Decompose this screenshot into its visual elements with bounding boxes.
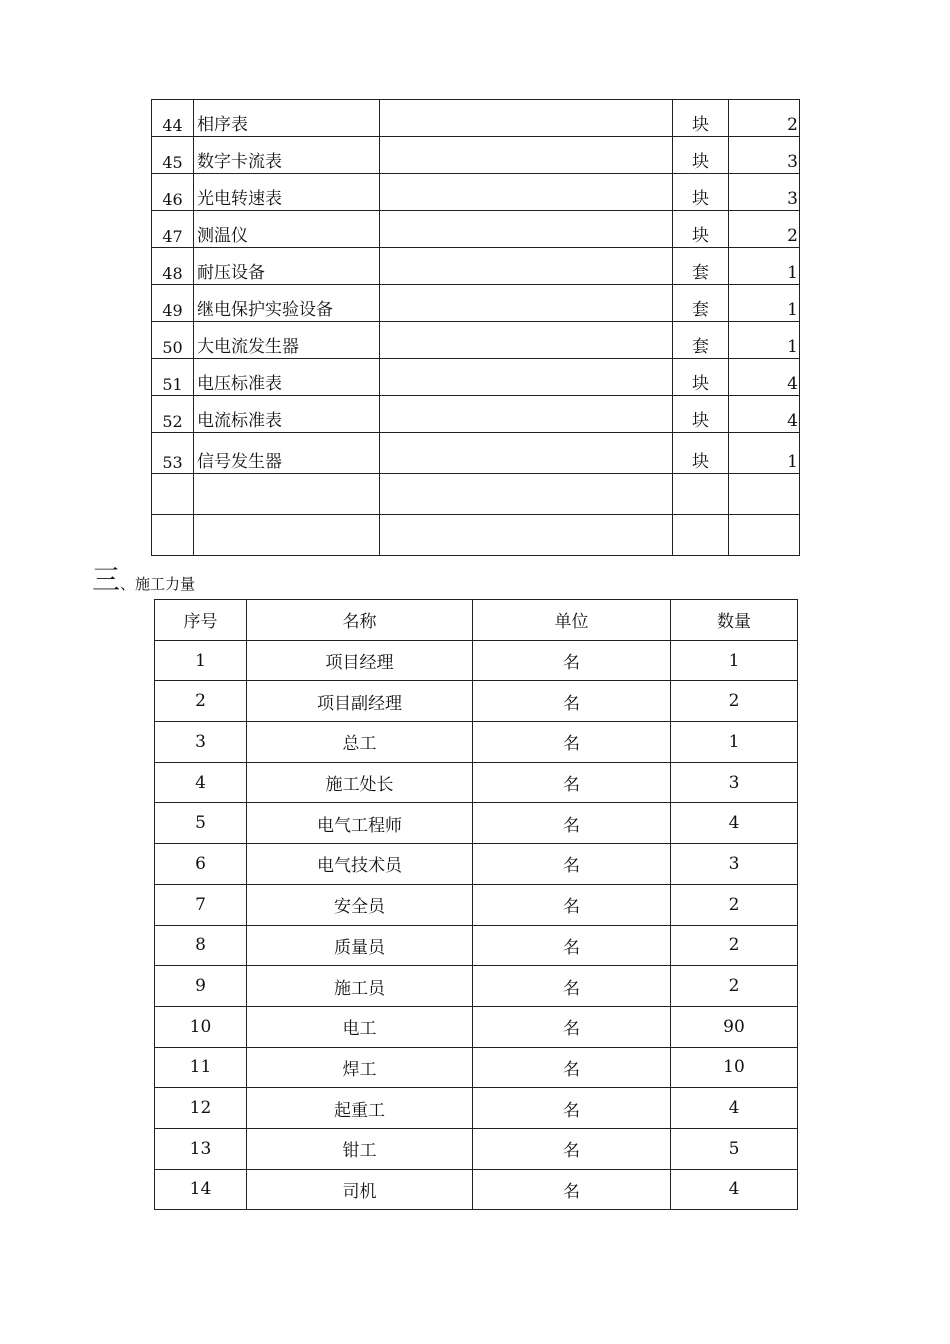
cell-quantity: 4 xyxy=(671,1169,798,1210)
section-title: 、施工力量 xyxy=(120,575,196,593)
table-row xyxy=(152,359,800,396)
cell-name: 电气工程师 xyxy=(247,803,473,844)
cell-name: 钳工 xyxy=(247,1128,473,1169)
table-row xyxy=(155,1128,798,1169)
cell-quantity: 1 xyxy=(729,322,800,359)
cell-unit: 块 xyxy=(673,211,729,248)
table-row xyxy=(152,137,800,174)
table-row xyxy=(155,1088,798,1129)
equipment-table-body xyxy=(152,100,800,556)
table-row xyxy=(155,762,798,803)
cell-name: 光电转速表 xyxy=(194,174,380,211)
cell-name: 相序表 xyxy=(194,100,380,137)
cell-number: 6 xyxy=(155,844,247,885)
table-row xyxy=(152,211,800,248)
cell-quantity: 2 xyxy=(671,966,798,1007)
cell-quantity: 3 xyxy=(671,762,798,803)
cell-number: 11 xyxy=(155,1047,247,1088)
table-row xyxy=(152,433,800,474)
cell-quantity: 4 xyxy=(671,803,798,844)
cell-number: 4 xyxy=(155,762,247,803)
cell-spec xyxy=(380,474,673,515)
cell-number: 1 xyxy=(155,640,247,681)
cell-quantity: 1 xyxy=(729,433,800,474)
cell-quantity: 4 xyxy=(729,359,800,396)
cell-unit: 块 xyxy=(673,137,729,174)
cell-quantity: 4 xyxy=(671,1088,798,1129)
cell-spec xyxy=(380,285,673,322)
cell-quantity: 2 xyxy=(671,681,798,722)
cell-number: 5 xyxy=(155,803,247,844)
cell-number: 53 xyxy=(152,433,194,474)
header-cell-no: 序号 xyxy=(155,600,247,641)
cell-unit: 名 xyxy=(473,844,671,885)
cell-unit: 块 xyxy=(673,396,729,433)
cell-quantity: 1 xyxy=(671,722,798,763)
cell-unit: 块 xyxy=(673,359,729,396)
cell-quantity: 2 xyxy=(729,211,800,248)
table-row xyxy=(155,1169,798,1210)
cell-unit: 名 xyxy=(473,966,671,1007)
table-row xyxy=(155,803,798,844)
cell-unit: 名 xyxy=(473,762,671,803)
cell-unit: 名 xyxy=(473,640,671,681)
cell-number: 48 xyxy=(152,248,194,285)
equipment-table xyxy=(151,99,800,556)
cell-name: 质量员 xyxy=(247,925,473,966)
cell-number: 49 xyxy=(152,285,194,322)
cell-number: 14 xyxy=(155,1169,247,1210)
cell-spec xyxy=(380,211,673,248)
table-row xyxy=(155,1006,798,1047)
cell-unit: 名 xyxy=(473,884,671,925)
header-cell-qty: 数量 xyxy=(671,600,798,641)
cell-number: 8 xyxy=(155,925,247,966)
cell-quantity: 2 xyxy=(729,100,800,137)
cell-quantity: 3 xyxy=(729,137,800,174)
cell-number: 7 xyxy=(155,884,247,925)
cell-spec xyxy=(380,322,673,359)
cell-unit xyxy=(673,515,729,556)
cell-number: 47 xyxy=(152,211,194,248)
table-row xyxy=(152,248,800,285)
section-heading xyxy=(92,558,195,598)
cell-name: 继电保护实验设备 xyxy=(194,285,380,322)
cell-quantity: 1 xyxy=(671,640,798,681)
cell-name: 数字卡流表 xyxy=(194,137,380,174)
table-row xyxy=(155,925,798,966)
table-row xyxy=(152,100,800,137)
cell-name: 电气技术员 xyxy=(247,844,473,885)
table-row xyxy=(155,640,798,681)
cell-spec xyxy=(380,174,673,211)
cell-quantity: 3 xyxy=(729,174,800,211)
staff-table xyxy=(154,599,798,1210)
table-row xyxy=(155,884,798,925)
table-row xyxy=(152,174,800,211)
cell-unit: 名 xyxy=(473,1006,671,1047)
cell-spec xyxy=(380,359,673,396)
cell-number xyxy=(152,515,194,556)
cell-name: 焊工 xyxy=(247,1047,473,1088)
staff-table-header-row xyxy=(155,600,798,641)
cell-unit: 名 xyxy=(473,1047,671,1088)
cell-name: 耐压设备 xyxy=(194,248,380,285)
cell-unit: 套 xyxy=(673,322,729,359)
cell-quantity xyxy=(729,474,800,515)
cell-quantity: 1 xyxy=(729,285,800,322)
table-row xyxy=(155,966,798,1007)
table-row xyxy=(155,722,798,763)
cell-number: 13 xyxy=(155,1128,247,1169)
cell-quantity: 2 xyxy=(671,925,798,966)
header-cell-unit: 单位 xyxy=(473,600,671,641)
cell-spec xyxy=(380,515,673,556)
cell-name: 起重工 xyxy=(247,1088,473,1129)
cell-quantity: 5 xyxy=(671,1128,798,1169)
cell-number: 2 xyxy=(155,681,247,722)
cell-unit: 块 xyxy=(673,433,729,474)
table-row xyxy=(155,681,798,722)
cell-unit: 块 xyxy=(673,100,729,137)
cell-number: 10 xyxy=(155,1006,247,1047)
cell-name: 安全员 xyxy=(247,884,473,925)
cell-quantity xyxy=(729,515,800,556)
cell-name: 项目副经理 xyxy=(247,681,473,722)
cell-name: 施工员 xyxy=(247,966,473,1007)
cell-name: 信号发生器 xyxy=(194,433,380,474)
cell-unit: 套 xyxy=(673,248,729,285)
cell-number: 51 xyxy=(152,359,194,396)
cell-name: 大电流发生器 xyxy=(194,322,380,359)
cell-number: 12 xyxy=(155,1088,247,1129)
cell-quantity: 2 xyxy=(671,884,798,925)
cell-name xyxy=(194,474,380,515)
cell-number: 50 xyxy=(152,322,194,359)
cell-name: 项目经理 xyxy=(247,640,473,681)
cell-spec xyxy=(380,100,673,137)
cell-unit: 名 xyxy=(473,1128,671,1169)
cell-number: 44 xyxy=(152,100,194,137)
cell-unit: 块 xyxy=(673,174,729,211)
cell-unit: 名 xyxy=(473,803,671,844)
cell-spec xyxy=(380,137,673,174)
cell-number: 9 xyxy=(155,966,247,1007)
staff-table-body xyxy=(155,640,798,1210)
cell-unit: 名 xyxy=(473,1088,671,1129)
cell-name: 电流标准表 xyxy=(194,396,380,433)
table-row xyxy=(155,1047,798,1088)
table-row xyxy=(152,515,800,556)
cell-unit: 名 xyxy=(473,681,671,722)
cell-quantity: 10 xyxy=(671,1047,798,1088)
cell-name: 电工 xyxy=(247,1006,473,1047)
cell-spec xyxy=(380,396,673,433)
cell-unit: 名 xyxy=(473,1169,671,1210)
cell-spec xyxy=(380,248,673,285)
header-cell-name: 名称 xyxy=(247,600,473,641)
table-row xyxy=(152,396,800,433)
cell-number: 45 xyxy=(152,137,194,174)
cell-number: 3 xyxy=(155,722,247,763)
cell-unit: 名 xyxy=(473,722,671,763)
cell-quantity: 90 xyxy=(671,1006,798,1047)
cell-number: 52 xyxy=(152,396,194,433)
table-row xyxy=(152,322,800,359)
table-row xyxy=(152,285,800,322)
cell-name: 总工 xyxy=(247,722,473,763)
cell-quantity: 1 xyxy=(729,248,800,285)
table-row xyxy=(152,474,800,515)
cell-unit xyxy=(673,474,729,515)
cell-number xyxy=(152,474,194,515)
cell-name xyxy=(194,515,380,556)
section-number: 三 xyxy=(92,563,121,596)
table-row xyxy=(155,844,798,885)
cell-quantity: 3 xyxy=(671,844,798,885)
cell-unit: 套 xyxy=(673,285,729,322)
cell-quantity: 4 xyxy=(729,396,800,433)
cell-number: 46 xyxy=(152,174,194,211)
cell-name: 电压标准表 xyxy=(194,359,380,396)
cell-spec xyxy=(380,433,673,474)
cell-unit: 名 xyxy=(473,925,671,966)
cell-name: 施工处长 xyxy=(247,762,473,803)
cell-name: 测温仪 xyxy=(194,211,380,248)
cell-name: 司机 xyxy=(247,1169,473,1210)
